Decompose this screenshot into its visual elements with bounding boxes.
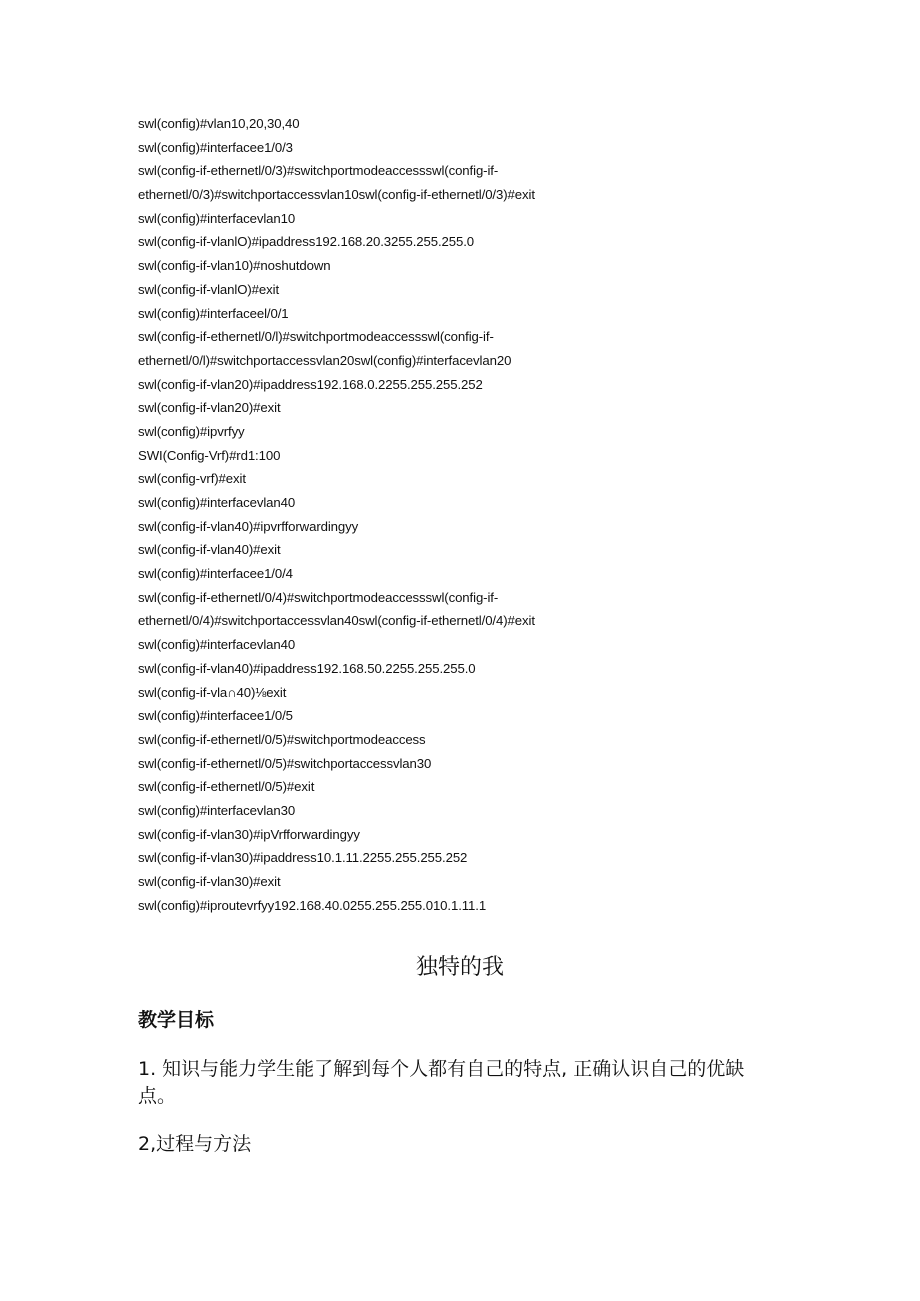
- config-line: swl(config)#interfacevlan10: [138, 210, 296, 226]
- config-line: swl(config-if-vla∩40)⅛exit: [138, 684, 287, 700]
- config-line: swl(config-if-vlan40)#exit: [138, 542, 281, 558]
- config-line: swl(config-if-vlanlO)#exit: [138, 281, 280, 297]
- config-line: swl(config-if-vlan10)#noshutdown: [138, 258, 331, 274]
- config-line: ethernetl/0/4)#switchportaccessvlan40swl(config-if-ethernetl/0/4)#exit: [138, 613, 535, 629]
- config-line: swl(config)#interfacee1/0/3: [138, 139, 293, 155]
- page-title: 独特的我: [415, 955, 504, 980]
- config-line: swl(config)#interfacevlan40: [138, 637, 296, 653]
- config-line: ethernetl/0/3)#switchportaccessvlan10swl(config-if-ethernetl/0/3)#exit: [138, 187, 535, 203]
- config-line: swl(config-if-vlan40)#ipvrfforwardingyy: [138, 518, 359, 534]
- paragraph-knowledge-ability: 1. 知识与能力学生能了解到每个人都有自己的特点, 正确认识自己的优缺点。: [138, 1058, 745, 1107]
- config-line: swl(config-if-vlanlO)#ipaddress192.168.20.3255.255.255.0: [138, 234, 475, 250]
- paragraph-process-method: 2,过程与方法: [138, 1133, 252, 1155]
- config-line: swl(config-if-vlan20)#exit: [138, 400, 281, 416]
- config-line: swl(config)#interfacevlan40: [138, 495, 296, 510]
- config-line: swl(config-vrf)#exit: [138, 471, 246, 487]
- config-line: swl(config)#interfacee1/0/4: [138, 566, 293, 582]
- config-line: swl(config-if-ethernetl/0/5)#switchportaccessvlan30: [138, 755, 432, 771]
- config-line: swl(config-if-vlan40)#ipaddress192.168.50.2255.255.255.0: [138, 660, 476, 676]
- config-line: swl(config-if-ethernetl/0/l)#switchportmodeaccessswl(config-if-: [138, 329, 494, 345]
- config-line: swl(config)#vlan10,20,30,40: [138, 116, 300, 131]
- config-line: swl(config-if-vlan30)#ipaddress10.1.11.2255.255.255.252: [138, 850, 468, 866]
- config-line: swl(config)#iproutevrfyy192.168.40.0255.255.255.010.1.11.1: [138, 897, 487, 913]
- config-line: swl(config-if-vlan30)#exit: [138, 874, 281, 889]
- config-line: swl(config-if-vlan30)#ipVrfforwardingyy: [138, 826, 360, 842]
- config-line: swl(config)#ipvrfyy: [138, 423, 245, 439]
- config-line: swl(config-if-ethernetl/0/5)#switchportmodeaccess: [138, 731, 426, 747]
- config-line: swl(config-if-ethernetl/0/5)#exit: [138, 779, 315, 795]
- config-line: swl(config-if-ethernetl/0/4)#switchportmodeaccessswl(config-if-: [138, 589, 499, 605]
- config-line: swl(config)#interfacevlan30: [138, 802, 296, 818]
- config-line: ethernetl/0/l)#switchportaccessvlan20swl(config)#interfacevlan20: [138, 352, 512, 368]
- section-heading: 教学目标: [138, 1009, 215, 1031]
- config-line: swl(config)#interfacee1/0/5: [138, 708, 293, 724]
- config-line: SWI(Config-Vrf)#rd1:100: [138, 447, 281, 463]
- switch-config-block: [138, 112, 798, 917]
- config-line: swl(config-if-vlan20)#ipaddress192.168.0.2255.255.255.252: [138, 376, 483, 392]
- config-line: swl(config)#interfaceel/0/1: [138, 305, 289, 321]
- config-line: swl(config-if-ethernetl/0/3)#switchportmodeaccessswl(config-if-: [138, 163, 499, 179]
